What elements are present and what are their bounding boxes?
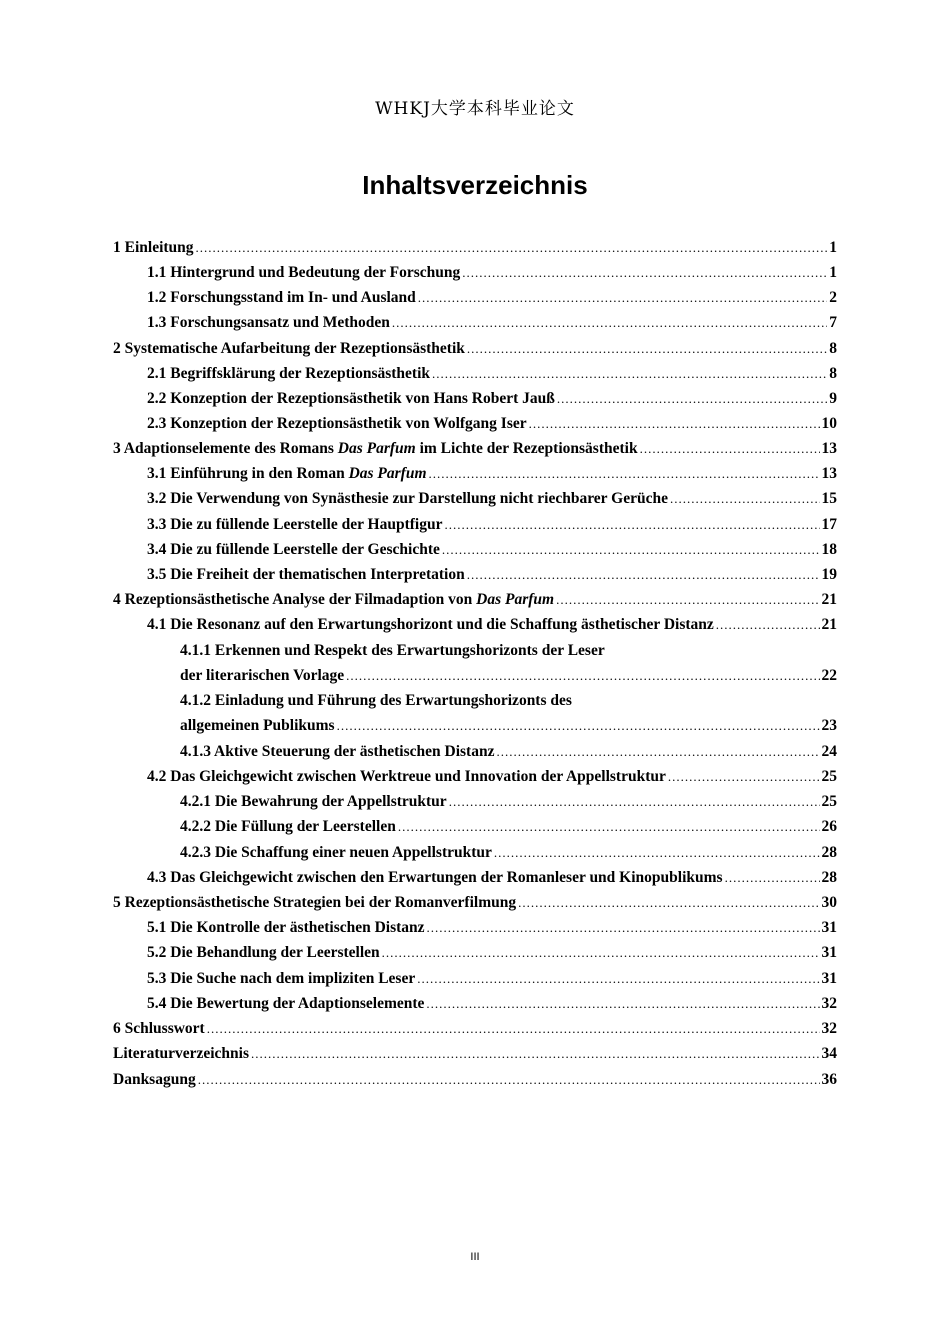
dot-leader	[346, 668, 819, 684]
toc-entry-page: 23	[821, 717, 837, 734]
toc-entry-page: 32	[821, 995, 837, 1012]
dot-leader	[557, 391, 827, 407]
dot-leader	[467, 341, 827, 357]
dot-leader	[251, 1046, 819, 1062]
toc-title: Inhaltsverzeichnis	[362, 170, 588, 200]
toc-entry-page: 18	[821, 541, 837, 558]
page-number: III	[470, 1251, 480, 1263]
toc-entry[interactable]	[147, 390, 837, 412]
dot-leader	[418, 290, 827, 306]
toc-entry[interactable]	[113, 239, 837, 261]
dot-leader	[518, 895, 819, 911]
dot-leader	[467, 567, 820, 583]
toc-entry[interactable]	[113, 340, 837, 362]
toc-entry[interactable]	[147, 944, 837, 966]
running-header: WHKJ大学本科毕业论文	[375, 99, 575, 119]
toc-entry[interactable]	[113, 1045, 837, 1067]
toc-entry[interactable]	[147, 995, 837, 1017]
toc-entry[interactable]	[147, 365, 837, 387]
toc-entry-text: 2.3 Konzeption der Rezeptionsästhetik von Wolfgang Iser	[147, 415, 527, 432]
toc-entry[interactable]	[180, 818, 837, 840]
dot-leader	[429, 466, 820, 482]
toc-entry-page: 1	[829, 239, 837, 256]
toc-entry-page: 34	[821, 1045, 837, 1062]
toc-entry[interactable]	[147, 415, 837, 437]
toc-entry-page: 36	[821, 1071, 837, 1088]
toc-entry-text: 5.3 Die Suche nach dem impliziten Leser	[147, 970, 416, 987]
toc-entry-page: 22	[821, 667, 837, 684]
toc-entry-text: der literarischen Vorlage	[180, 667, 345, 684]
dot-leader	[392, 315, 827, 331]
toc-entry-text: 4.1.3 Aktive Steuerung der ästhetischen Distanz	[180, 743, 495, 760]
toc-entry-page: 31	[821, 919, 837, 936]
toc-entry-text: 3.2 Die Verwendung von Synästhesie zur Darstellung nicht riechbarer Gerüche	[147, 490, 668, 507]
toc-entry[interactable]	[147, 970, 837, 992]
toc-entry-text: 4.2.2 Die Füllung der Leerstellen	[180, 818, 396, 835]
dot-leader	[432, 366, 827, 382]
dot-leader	[449, 794, 820, 810]
toc-entry-text: 4.1 Die Resonanz auf den Erwartungshorizont und die Schaffung ästhetischer Distanz	[147, 616, 714, 633]
book-title: Das Parfum	[348, 465, 427, 482]
dot-leader	[196, 240, 828, 256]
toc-entry-text: 1 Einleitung	[113, 239, 194, 256]
dot-leader	[207, 1021, 820, 1037]
toc-entry-text: Literaturverzeichnis	[113, 1045, 250, 1062]
toc-entry[interactable]	[147, 541, 837, 563]
toc-entry[interactable]	[147, 264, 837, 286]
toc-entry-page: 17	[821, 516, 837, 533]
toc-entry-text: 3.5 Die Freiheit der thematischen Interpretation	[147, 566, 465, 583]
toc-entry-text: 6 Schlusswort	[113, 1020, 205, 1037]
toc-entry-text: 5 Rezeptionsästhetische Strategien bei der Romanverfilmung	[113, 894, 517, 911]
toc-entry[interactable]	[147, 490, 837, 512]
toc-entry-page: 28	[821, 869, 837, 886]
toc-entry-text: 4.2.3 Die Schaffung einer neuen Appellstruktur	[180, 844, 492, 861]
dot-leader	[494, 845, 820, 861]
toc-entry-text: 4.2 Das Gleichgewicht zwischen Werktreue und Innovation der Appellstruktur	[147, 768, 666, 785]
toc-entry-page: 21	[821, 616, 837, 633]
toc-entry-page: 25	[821, 768, 837, 785]
toc-entry[interactable]	[113, 1071, 837, 1093]
toc-entry-page: 21	[821, 591, 837, 608]
toc-entry-page: 25	[821, 793, 837, 810]
toc-entry[interactable]	[180, 793, 837, 815]
toc-entry[interactable]	[147, 869, 837, 891]
dot-leader	[462, 265, 827, 281]
toc-entry[interactable]	[180, 667, 837, 689]
toc-entry-text: 1.1 Hintergrund und Bedeutung der Forschung	[147, 264, 461, 281]
toc-entry-text: 2 Systematische Aufarbeitung der Rezeptionsästhetik	[113, 340, 465, 357]
toc-entry-page: 19	[821, 566, 837, 583]
toc-entry-text: 5.4 Die Bewertung der Adaptionselemente	[147, 995, 425, 1012]
toc-entry-text: 3.1 Einführung in den Roman Das Parfum	[147, 465, 427, 482]
toc-entry-text: 3.4 Die zu füllende Leerstelle der Geschichte	[147, 541, 440, 558]
toc-entry-page: 30	[821, 894, 837, 911]
toc-entry[interactable]	[147, 616, 837, 638]
toc-entry-text: 3 Adaptionselemente des Romans Das Parfum im Lichte der Rezeptionsästhetik	[113, 440, 638, 457]
toc-entry-page: 7	[829, 314, 837, 331]
toc-entry[interactable]	[147, 289, 837, 311]
dot-leader	[640, 441, 820, 457]
dot-leader	[556, 592, 819, 608]
dot-leader	[198, 1072, 820, 1088]
toc-entry[interactable]	[147, 516, 837, 538]
book-title: Das Parfum	[337, 440, 416, 457]
toc-entry-page: 9	[829, 390, 837, 407]
dot-leader	[668, 769, 820, 785]
toc-entry-text: 4.1.2 Einladung und Führung des Erwartungshorizonts des	[180, 692, 572, 709]
dot-leader	[496, 744, 819, 760]
book-title: Das Parfum	[476, 591, 555, 608]
toc-entry-page: 26	[821, 818, 837, 835]
toc-entry-text: 5.2 Die Behandlung der Leerstellen	[147, 944, 380, 961]
dot-leader	[417, 971, 819, 987]
toc-entry-text: allgemeinen Publikums	[180, 717, 335, 734]
toc-entry-page: 8	[829, 365, 837, 382]
dot-leader	[716, 617, 820, 633]
toc-entry[interactable]	[147, 919, 837, 941]
dot-leader	[670, 491, 820, 507]
dot-leader	[725, 870, 820, 886]
toc-entry-page: 13	[821, 440, 837, 457]
toc-entry-page: 10	[821, 415, 837, 432]
toc-entry-page: 28	[821, 844, 837, 861]
toc-entry[interactable]	[180, 844, 837, 866]
toc-entry[interactable]	[147, 314, 837, 336]
toc-entry-text: 1.2 Forschungsstand im In- und Ausland	[147, 289, 416, 306]
dot-leader	[529, 416, 820, 432]
toc-entry-text: Danksagung	[113, 1071, 196, 1088]
dot-leader	[427, 920, 820, 936]
dot-leader	[337, 718, 820, 734]
toc-entry[interactable]	[113, 894, 837, 916]
toc-entry[interactable]	[113, 440, 837, 462]
toc-entry-page: 1	[829, 264, 837, 281]
toc-entry-text: 1.3 Forschungsansatz und Methoden	[147, 314, 390, 331]
dot-leader	[426, 996, 819, 1012]
dot-leader	[444, 517, 819, 533]
toc-entry[interactable]	[180, 743, 837, 765]
toc-entry-page: 8	[829, 340, 837, 357]
toc-entry[interactable]	[113, 1020, 837, 1042]
toc-entry-text: 4.1.1 Erkennen und Respekt des Erwartungshorizonts der Leser	[180, 642, 605, 659]
toc-entry[interactable]	[180, 692, 837, 714]
toc-entry-page: 32	[821, 1020, 837, 1037]
toc-entry-page: 31	[821, 944, 837, 961]
toc-entry-text: 4 Rezeptionsästhetische Analyse der Filmadaption von Das Parfum	[113, 591, 555, 608]
toc-entry-text: 5.1 Die Kontrolle der ästhetischen Distanz	[147, 919, 425, 936]
toc-entry[interactable]	[147, 465, 837, 487]
toc-entry[interactable]	[180, 642, 837, 664]
toc-entry[interactable]	[113, 591, 837, 613]
toc-entry[interactable]	[147, 768, 837, 790]
toc-entry-text: 2.1 Begriffsklärung der Rezeptionsästhetik	[147, 365, 431, 382]
toc-entry-text: 4.3 Das Gleichgewicht zwischen den Erwartungen der Romanleser und Kinopublikums	[147, 869, 723, 886]
toc-entry[interactable]	[147, 566, 837, 588]
toc-entry-page: 31	[821, 970, 837, 987]
toc-entry[interactable]	[180, 717, 837, 739]
toc-entry-text: 3.3 Die zu füllende Leerstelle der Hauptfigur	[147, 516, 443, 533]
dot-leader	[442, 542, 820, 558]
dot-leader	[398, 819, 820, 835]
dot-leader	[382, 945, 820, 961]
toc-entry-page: 13	[821, 465, 837, 482]
toc-entry-page: 2	[829, 289, 837, 306]
toc-entry-text: 2.2 Konzeption der Rezeptionsästhetik von Hans Robert Jauß	[147, 390, 555, 407]
toc-entry-page: 24	[821, 743, 837, 760]
toc-entry-page: 15	[821, 490, 837, 507]
toc-entry-text: 4.2.1 Die Bewahrung der Appellstruktur	[180, 793, 447, 810]
